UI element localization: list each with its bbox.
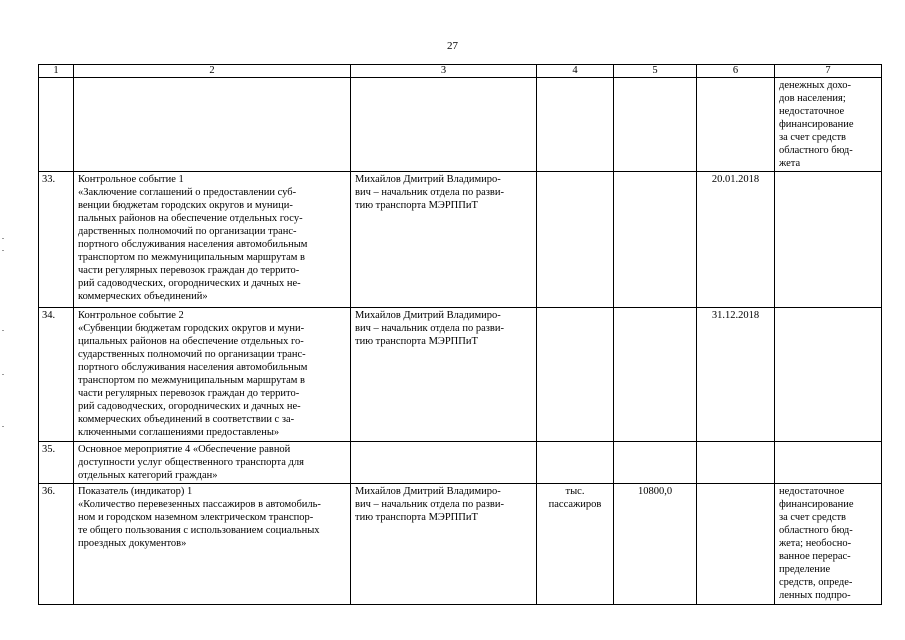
header-cell: 4 xyxy=(537,65,614,78)
row-value xyxy=(614,308,697,442)
row-description: Контрольное событие 2 «Субвенции бюджетам городских округов и муни- ципальных районов на обеспечение отдельных го- сударственных полномочий по организации транс- портного обслуживания населения автомобильным транспортом по межмуниципальным маршрутам в части регулярных перевозок граждан до террито- рий садоводческих, огороднических и дачных не- коммерческих объединений в соответствии с за- ключенными соглашениями предоставлены» xyxy=(74,308,351,442)
row-date xyxy=(697,78,775,172)
header-cell: 5 xyxy=(614,65,697,78)
table-row xyxy=(39,484,882,605)
scan-mark xyxy=(2,330,4,331)
header-cell: 6 xyxy=(697,65,775,78)
header-cell: 1 xyxy=(39,65,74,78)
row-number: 34. xyxy=(39,308,74,442)
row-unit xyxy=(537,78,614,172)
row-date xyxy=(697,442,775,484)
header-cell: 7 xyxy=(775,65,882,78)
row-responsible xyxy=(351,442,537,484)
row-description: Основное мероприятие 4 «Обеспечение равной доступности услуг общественного транспорта для отдельных категорий граждан» xyxy=(74,442,351,484)
scan-mark xyxy=(2,238,4,239)
row-note: денежных дохо- дов населения; недостаточное финансирование за счет средств областного бюд- жета xyxy=(775,78,882,172)
scan-mark xyxy=(2,374,4,375)
page-number: 27 xyxy=(447,40,458,52)
row-value xyxy=(614,442,697,484)
header-cell: 2 xyxy=(74,65,351,78)
header-row xyxy=(39,65,882,78)
row-unit xyxy=(537,172,614,308)
row-unit xyxy=(537,442,614,484)
row-number: 33. xyxy=(39,172,74,308)
row-responsible: Михайлов Дмитрий Владимиро- вич – начальник отдела по разви- тию транспорта МЭРППиТ xyxy=(351,484,537,605)
row-date: 31.12.2018 xyxy=(697,308,775,442)
row-number: 36. xyxy=(39,484,74,605)
row-number xyxy=(39,78,74,172)
scan-mark xyxy=(2,250,4,251)
plan-table xyxy=(38,64,882,605)
row-date xyxy=(697,484,775,605)
row-description xyxy=(74,78,351,172)
row-number: 35. xyxy=(39,442,74,484)
row-note xyxy=(775,308,882,442)
row-unit xyxy=(537,308,614,442)
table-row xyxy=(39,308,882,442)
table-row xyxy=(39,78,882,172)
row-note xyxy=(775,442,882,484)
row-date: 20.01.2018 xyxy=(697,172,775,308)
row-unit: тыс. пассажиров xyxy=(537,484,614,605)
row-value: 10800,0 xyxy=(614,484,697,605)
row-note xyxy=(775,172,882,308)
row-responsible: Михайлов Дмитрий Владимиро- вич – начальник отдела по разви- тию транспорта МЭРППиТ xyxy=(351,172,537,308)
row-responsible xyxy=(351,78,537,172)
row-description: Контрольное событие 1 «Заключение соглашений о предоставлении суб- венции бюджетам городских округов и муници- пальных районов на обеспечение отдельных госу- дарственных полномочий по организации транс- портного обслуживания населения автомобильным транспортом по межмуниципальным маршрутам в части регулярных перевозок граждан до террито- рий садоводческих, огороднических и дачных не- коммерческих объединений» xyxy=(74,172,351,308)
row-note: недостаточное финансирование за счет средств областного бюд- жета; необосно- ванное перерас- пределение средств, опреде- ленных подпро- xyxy=(775,484,882,605)
row-value xyxy=(614,172,697,308)
scan-mark xyxy=(2,426,4,427)
header-cell: 3 xyxy=(351,65,537,78)
row-responsible: Михайлов Дмитрий Владимиро- вич – начальник отдела по разви- тию транспорта МЭРППиТ xyxy=(351,308,537,442)
row-description: Показатель (индикатор) 1 «Количество перевезенных пассажиров в автомобиль- ном и городском наземном электрическом транспор- те общего пользования с использованием социальных проездных документов» xyxy=(74,484,351,605)
table-row xyxy=(39,172,882,308)
table-row xyxy=(39,442,882,484)
row-value xyxy=(614,78,697,172)
